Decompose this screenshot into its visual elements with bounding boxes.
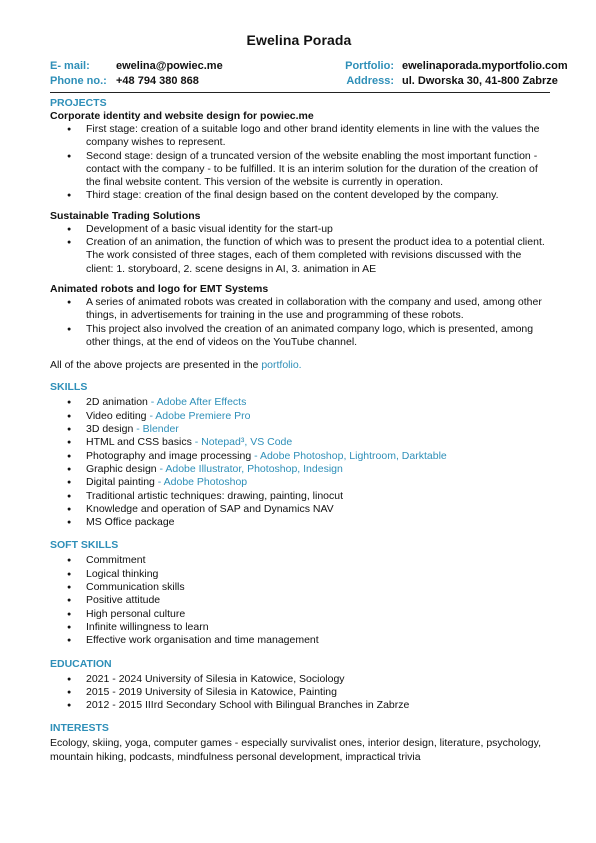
skill-item [50, 476, 548, 489]
projects-note-text: All of the above projects are presented in the [50, 359, 262, 372]
skill-name: Traditional artistic techniques: drawing, painting, linocut [86, 489, 343, 502]
project-bullets [50, 123, 548, 203]
list-item: ● Communication skills [50, 581, 548, 594]
interests-text: Ecology, skiing, yoga, computer games - especially survivalist ones, interior design, literature, psychology, mountain hiking, podcasts, mindfulness personal development, impractical trivia [50, 737, 542, 763]
skill-item [50, 516, 548, 529]
list-item: ● Creation of an animation, the function of which was to present the product idea to a potential client. The work consisted of three stages, each of them completed with revisions discussed with the client: 1. storyboard, 2. scene designs in AI, 3. animation in AE [50, 236, 548, 276]
list-item: ● First stage: creation of a suitable logo and other brand identity elements in line with the values the company wishes to represent. [50, 123, 548, 150]
skill-name: 3D design [86, 423, 134, 436]
projects-heading: PROJECTS [50, 97, 107, 109]
list-item: ● Second stage: design of a truncated version of the website enabling the most important function - contact with the company - to be fulfilled. It is an interim solution for the duration of the creation of the final website content. This version of the website is currently in operation. [50, 150, 548, 190]
list-item: ● Commitment [50, 554, 548, 567]
project-bullets [50, 223, 548, 276]
list-item: ● High personal culture [50, 608, 548, 621]
skill-item [50, 503, 548, 516]
project-bullets [50, 296, 548, 349]
list-item: ● Positive attitude [50, 594, 548, 607]
list-item: ● Development of a basic visual identity for the start-up [50, 223, 548, 236]
project-title: Sustainable Trading Solutions [50, 209, 201, 222]
list-item: ● 2015 - 2019 University of Silesia in Katowice, Painting [50, 686, 548, 699]
list-item: ● Effective work organisation and time management [50, 634, 548, 647]
skill-item [50, 396, 548, 409]
list-item: ● 2012 - 2015 IIIrd Secondary School with Bilingual Branches in Zabrze [50, 699, 548, 712]
education-heading: EDUCATION [50, 657, 112, 670]
skill-tool: - Adobe Illustrator, Photoshop, Indesign [156, 462, 343, 475]
portfolio-link[interactable]: portfolio. [261, 359, 302, 372]
list-item: ● Infinite willingness to learn [50, 621, 548, 634]
project-title: Corporate identity and website design for powiec.me [50, 110, 314, 122]
education-list [50, 673, 548, 713]
skill-name: Video editing [86, 409, 147, 422]
skills-list [50, 396, 548, 529]
list-item: ● 2021 - 2024 University of Silesia in Katowice, Sociology [50, 673, 548, 686]
skill-tool: - Notepad³, VS Code [191, 436, 293, 449]
project-title: Animated robots and logo for EMT Systems [50, 282, 269, 295]
portfolio-label: Portfolio: [345, 60, 394, 72]
person-name: Ewelina Porada [246, 32, 352, 48]
skill-name: Knowledge and operation of SAP and Dynamics NAV [86, 502, 334, 515]
list-item: ● Third stage: creation of the final design based on the content developed by the company. [50, 189, 548, 202]
skills-heading: SKILLS [50, 381, 88, 394]
skill-item [50, 450, 548, 463]
phone-value: +48 794 380 868 [116, 75, 199, 87]
skill-name: HTML and CSS basics [86, 436, 192, 449]
interests-heading: INTERESTS [50, 722, 109, 735]
address-label: Address: [346, 75, 394, 87]
portfolio-value[interactable]: ewelinaporada.myportfolio.com [402, 60, 568, 72]
list-item: ● A series of animated robots was created in collaboration with the company and used, among other things, in advertisements for training in the use and programming of these robots. [50, 296, 548, 323]
email-value[interactable]: ewelina@powiec.me [116, 60, 223, 72]
skill-item [50, 410, 548, 423]
skill-tool: - Adobe Photoshop [154, 476, 248, 489]
skill-item [50, 436, 548, 449]
list-item: ● This project also involved the creation of an animated company logo, which is presented, among other things, at the end of videos on the YouTube channel. [50, 323, 548, 350]
skill-name: Graphic design [86, 462, 157, 475]
header-divider [50, 92, 550, 93]
soft-skills-heading: SOFT SKILLS [50, 539, 119, 552]
skill-name: Photography and image processing [86, 449, 252, 462]
skill-name: Digital painting [86, 476, 155, 489]
soft-skills-list [50, 554, 548, 647]
skill-item [50, 463, 548, 476]
skill-tool: - Adobe Premiere Pro [146, 409, 251, 422]
skill-tool: - Adobe After Effects [147, 396, 247, 409]
skill-tool: - Adobe Photoshop, Lightroom, Darktable [251, 449, 447, 462]
skill-tool: - Blender [133, 423, 179, 436]
skill-name: 2D animation [86, 396, 148, 409]
skill-item [50, 490, 548, 503]
list-item: ● Logical thinking [50, 568, 548, 581]
address-value: ul. Dworska 30, 41-800 Zabrze [402, 75, 558, 87]
contact-block [50, 60, 568, 87]
skill-item [50, 423, 548, 436]
phone-label: Phone no.: [50, 75, 107, 87]
email-label: E- mail: [50, 60, 90, 72]
projects-note [50, 359, 548, 372]
skill-name: MS Office package [86, 516, 175, 529]
